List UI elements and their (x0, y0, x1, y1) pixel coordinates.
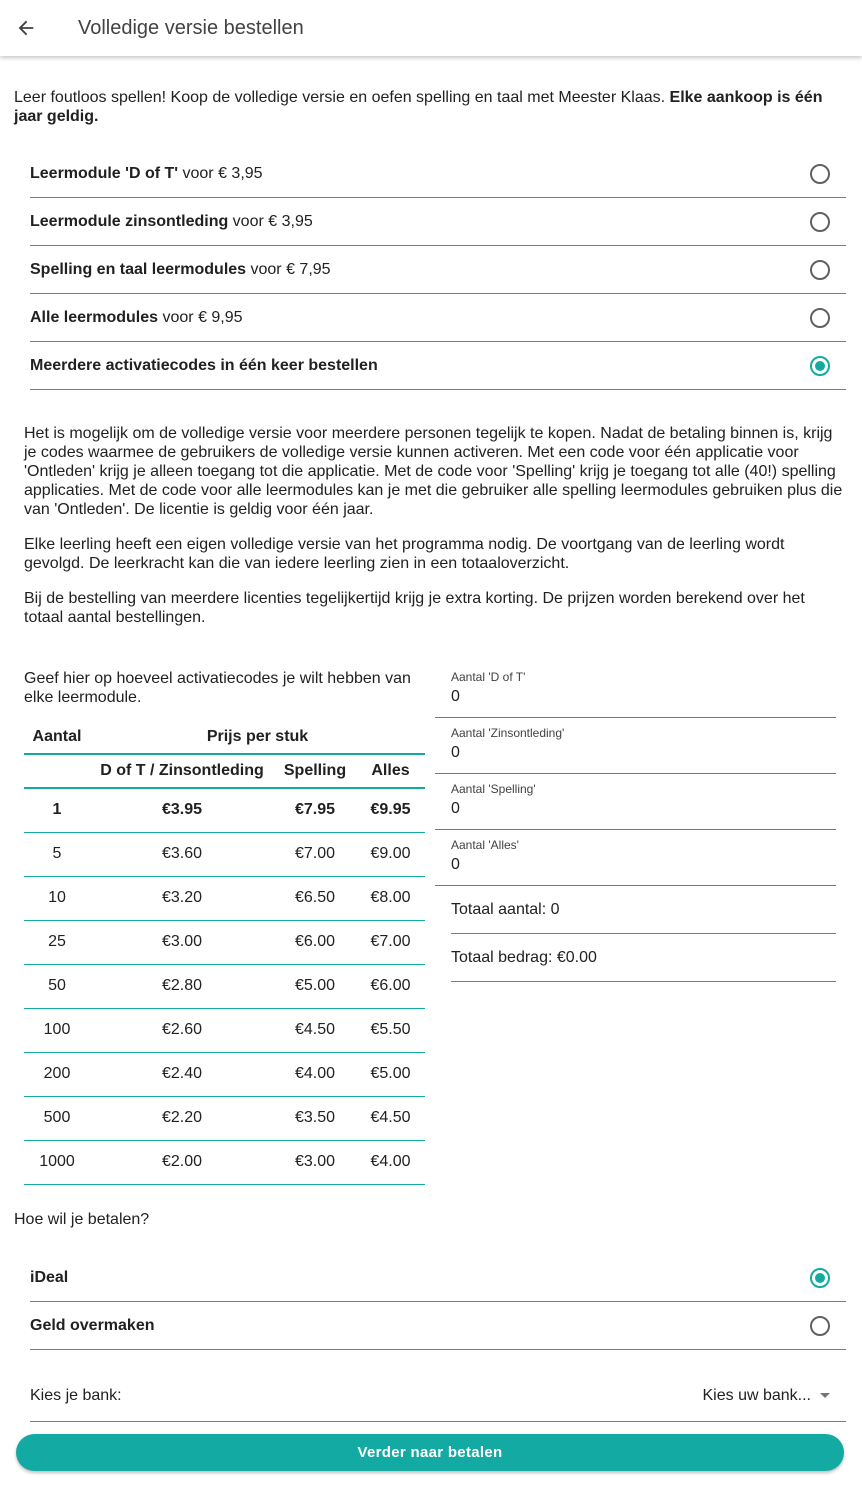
radio-button[interactable] (810, 308, 830, 328)
cell-price-d-of-t: €3.20 (90, 876, 274, 920)
order-hint: Geef hier op hoeveel activatiecodes je wilt hebben van elke leermodule. (24, 670, 411, 706)
cell-price-d-of-t: €3.60 (90, 832, 274, 876)
cell-price-alles: €5.00 (356, 1052, 425, 1096)
payment-ideal[interactable] (30, 1254, 846, 1302)
radio-button[interactable] (810, 212, 830, 232)
option-label (30, 165, 263, 183)
intro-body: Leer foutloos spellen! Koop de volledige versie en oefen spelling en taal met Meester Klaas. (14, 89, 670, 106)
qty-input-spelling[interactable] (451, 800, 811, 818)
table-row (24, 1008, 425, 1052)
cell-price-alles: €5.50 (356, 1008, 425, 1052)
payment-name: Geld overmaken (30, 1316, 155, 1334)
header-prijs-per-stuk: Prijs per stuk (90, 720, 425, 754)
qty-field-d-of-t (435, 662, 836, 718)
header-aantal: Aantal (24, 720, 90, 754)
cell-aantal: 100 (24, 1008, 90, 1052)
cell-price-alles: €7.00 (356, 920, 425, 964)
bank-label: Kies je bank: (30, 1386, 122, 1404)
arrow-left-icon (15, 17, 37, 39)
option-label (30, 261, 331, 279)
radio-button-checked[interactable] (810, 1268, 830, 1288)
page-title: Volledige versie bestellen (78, 16, 304, 39)
radio-button[interactable] (810, 1316, 830, 1336)
payment-bank-transfer[interactable] (30, 1302, 846, 1350)
cell-price-d-of-t: €2.60 (90, 1008, 274, 1052)
table-row (24, 788, 425, 832)
option-label (30, 357, 378, 375)
option-name: Meerdere activatiecodes in één keer bestellen (30, 356, 378, 374)
option-meerdere-codes[interactable] (30, 342, 846, 390)
field-label: Aantal 'Alles' (451, 838, 519, 852)
option-price: voor € 3,95 (228, 212, 313, 230)
total-amount: Totaal bedrag: €0.00 (451, 934, 836, 982)
qty-field-spelling (435, 774, 836, 830)
back-button[interactable] (0, 0, 52, 56)
option-price: voor € 7,95 (246, 260, 331, 278)
quantity-panel (435, 662, 836, 982)
cell-price-spelling: €4.50 (274, 1008, 356, 1052)
radio-button-checked[interactable] (810, 356, 830, 376)
cell-price-alles: €6.00 (356, 964, 425, 1008)
option-name: Leermodule zinsontleding (30, 212, 229, 230)
cell-price-d-of-t: €2.40 (90, 1052, 274, 1096)
cell-aantal: 500 (24, 1096, 90, 1140)
dropdown-caret-icon (820, 1393, 830, 1398)
payment-label (30, 1317, 155, 1335)
radio-button[interactable] (810, 164, 830, 184)
cell-price-d-of-t: €2.20 (90, 1096, 274, 1140)
cell-price-spelling: €5.00 (274, 964, 356, 1008)
cell-price-alles: €9.95 (356, 788, 425, 832)
table-row (24, 1140, 425, 1184)
option-alle-leermodules[interactable] (30, 294, 846, 342)
cell-aantal: 50 (24, 964, 90, 1008)
option-price: voor € 9,95 (158, 308, 243, 326)
payment-label (30, 1269, 68, 1287)
qty-input-zinsontleding[interactable] (451, 744, 811, 762)
continue-to-payment-button[interactable]: Verder naar betalen (16, 1434, 844, 1471)
cell-price-spelling: €3.50 (274, 1096, 356, 1140)
qty-input-d-of-t[interactable] (451, 688, 811, 706)
bank-select[interactable] (703, 1387, 831, 1405)
subheader-spelling: Spelling (274, 754, 356, 788)
cell-price-d-of-t: €3.00 (90, 920, 274, 964)
table-row (24, 1052, 425, 1096)
payment-question: Hoe wil je betalen? (14, 1211, 150, 1228)
payment-name: iDeal (30, 1268, 69, 1286)
table-header-row (24, 720, 425, 754)
subheader-d-of-t: D of T / Zinsontleding (90, 754, 274, 788)
cell-aantal: 25 (24, 920, 90, 964)
cell-price-spelling: €6.50 (274, 876, 356, 920)
table-row (24, 920, 425, 964)
field-label: Aantal 'Spelling' (451, 782, 536, 796)
product-options (30, 150, 846, 390)
subheader-empty (24, 754, 90, 788)
table-subheader-row (24, 754, 425, 788)
cell-aantal: 5 (24, 832, 90, 876)
option-label (30, 213, 313, 231)
cell-price-alles: €4.50 (356, 1096, 425, 1140)
subheader-alles: Alles (356, 754, 425, 788)
cell-price-alles: €4.00 (356, 1140, 425, 1184)
description-paragraph-3: Bij de bestelling van meerdere licenties tegelijkertijd krijg je extra korting. De prijzen worden berekend over het totaal aantal bestellingen. (24, 590, 805, 626)
table-row (24, 876, 425, 920)
table-row (24, 1096, 425, 1140)
cell-price-spelling: €7.95 (274, 788, 356, 832)
qty-field-alles (435, 830, 836, 886)
intro-bold: Elke aankoop is één jaar geldig. (14, 89, 823, 125)
cell-aantal: 1 (24, 788, 90, 832)
cell-price-spelling: €4.00 (274, 1052, 356, 1096)
app-bar (0, 0, 862, 56)
cell-aantal: 10 (24, 876, 90, 920)
total-count: Totaal aantal: 0 (451, 886, 836, 934)
option-name: Leermodule 'D of T' (30, 164, 179, 182)
option-name: Spelling en taal leermodules (30, 260, 247, 278)
option-spelling-taal[interactable] (30, 246, 846, 294)
description-paragraph-1: Het is mogelijk om de volledige versie voor meerdere personen tegelijk te kopen. Nadat de betaling binnen is, krijg je codes waarmee de gebruikers de volledige versie kunnen activeren. Met een code voor één applicatie voor 'Ontleden' krijg je alleen toegang tot die applicatie. Met de code voor 'Spelling' krijg je toegang tot alle (40!) spelling applicaties. Met de code voor alle leermodules kan je met die gebruiker alle spelling leermodules gebruiken plus die van 'Ontleden'. De licentie is geldig voor één jaar. (24, 425, 843, 518)
price-table (24, 720, 425, 1185)
cell-price-alles: €8.00 (356, 876, 425, 920)
intro-text (14, 88, 850, 126)
option-zinsontleding[interactable] (30, 198, 846, 246)
table-row (24, 964, 425, 1008)
bank-row (30, 1370, 846, 1422)
field-label: Aantal 'Zinsontleding' (451, 726, 565, 740)
qty-input-alles[interactable] (451, 856, 811, 874)
table-row (24, 832, 425, 876)
cell-price-d-of-t: €2.80 (90, 964, 274, 1008)
bank-select-value: Kies uw bank... (702, 1386, 811, 1404)
option-price: voor € 3,95 (178, 164, 263, 182)
cell-price-spelling: €7.00 (274, 832, 356, 876)
option-name: Alle leermodules (30, 308, 159, 326)
payment-methods (30, 1254, 846, 1350)
cell-price-spelling: €3.00 (274, 1140, 356, 1184)
cell-price-d-of-t: €3.95 (90, 788, 274, 832)
cell-price-alles: €9.00 (356, 832, 425, 876)
cell-price-d-of-t: €2.00 (90, 1140, 274, 1184)
description-paragraph-2: Elke leerling heeft een eigen volledige versie van het programma nodig. De voortgang van de leerling wordt gevolgd. De leerkracht kan die van iedere leerling zien in een totaaloverzicht. (24, 536, 785, 572)
cell-aantal: 1000 (24, 1140, 90, 1184)
option-label (30, 309, 243, 327)
option-d-of-t[interactable] (30, 150, 846, 198)
cell-price-spelling: €6.00 (274, 920, 356, 964)
radio-button[interactable] (810, 260, 830, 280)
cell-aantal: 200 (24, 1052, 90, 1096)
field-label: Aantal 'D of T' (451, 670, 526, 684)
qty-field-zinsontleding (435, 718, 836, 774)
